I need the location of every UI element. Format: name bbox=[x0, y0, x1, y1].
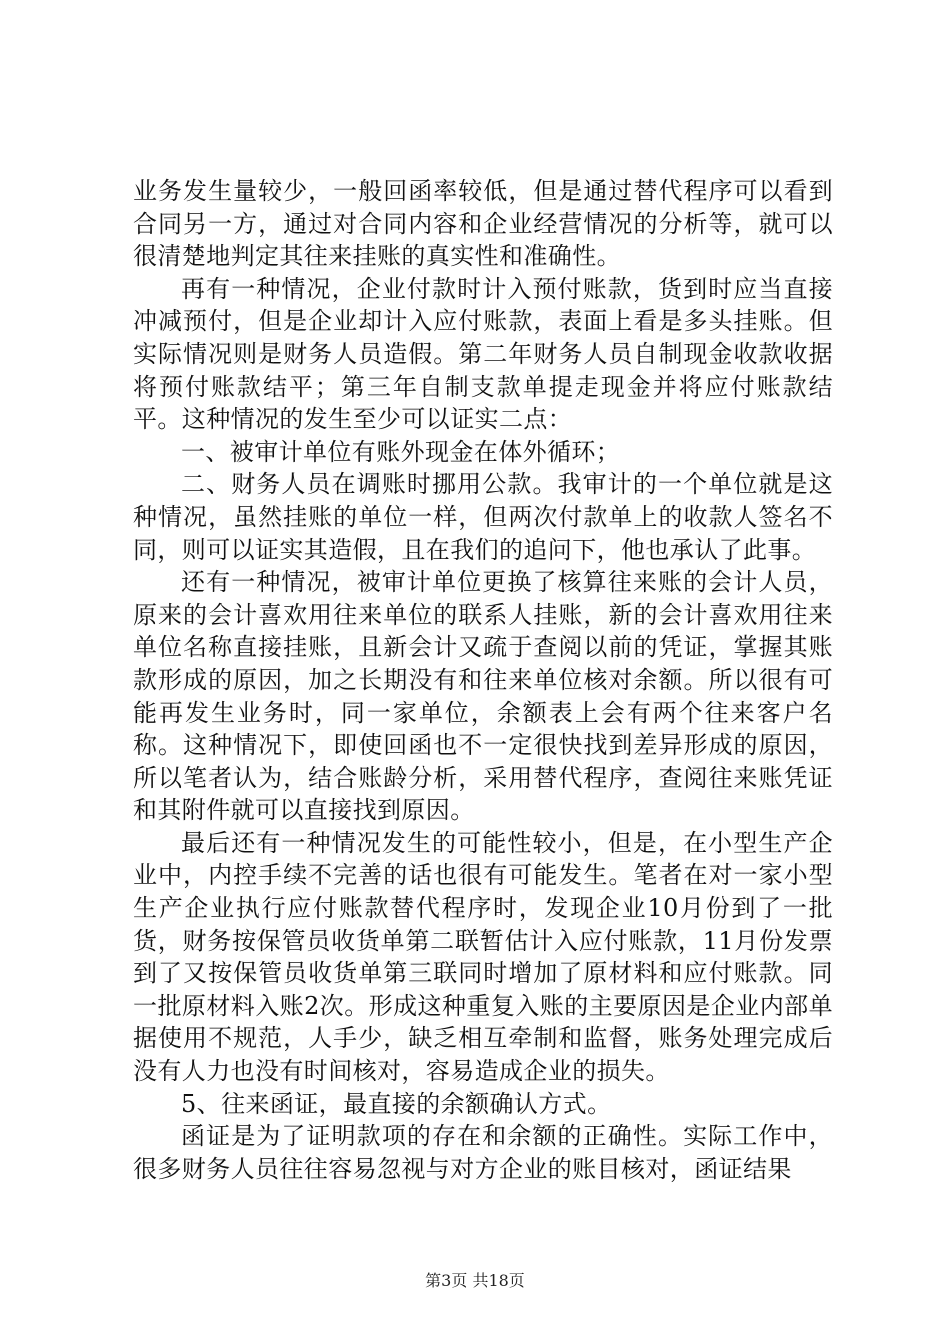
paragraph-4: 二、财务人员在调账时挪用公款。我审计的一个单位就是这种情况，虽然挂账的单位一样，但两次付款单上的收款人签名不同，则可以证实其造假，且在我们的追问下，他也承认了此事。 bbox=[133, 470, 833, 564]
paragraph-2: 再有一种情况，企业付款时计入预付账款，货到时应当直接冲减预付，但是企业却计入应付账款，表面上看是多头挂账。但实际情况则是财务人员造假。第二年财务人员自制现金收款收据将预付账款结平；第三年自制支款单提走现金并将应付账款结平。这种情况的发生至少可以证实二点： bbox=[133, 274, 833, 434]
paragraph-6: 最后还有一种情况发生的可能性较小，但是，在小型生产企业中，内控手续不完善的话也很有可能发生。笔者在对一家小型生产企业执行应付账款替代程序时，发现企业10月份到了一批货，财务按保管员收货单第二联暂估计入应付账款，11月份发票到了又按保管员收货单第三联同时增加了原材料和应付账款。同一批原材料入账2次。形成这种重复入账的主要原因是企业内部单据使用不规范，人手少，缺乏相互牵制和监督，账务处理完成后没有人力也没有时间核对，容易造成企业的损失。 bbox=[133, 828, 833, 1086]
paragraph-3: 一、被审计单位有账外现金在体外循环； bbox=[181, 437, 621, 466]
page-footer bbox=[0, 1271, 950, 1291]
paragraph-1: 业务发生量较少，一般回函率较低，但是通过替代程序可以看到合同另一方，通过对合同内容和企业经营情况的分析等，就可以很清楚地判定其往来挂账的真实性和准确性。 bbox=[133, 177, 833, 271]
document-body bbox=[133, 175, 833, 1185]
paragraph-5: 还有一种情况，被审计单位更换了核算往来账的会计人员，原来的会计喜欢用往来单位的联系人挂账，新的会计喜欢用往来单位名称直接挂账，且新会计又疏于查阅以前的凭证，掌握其账款形成的原因，加之长期没有和往来单位核对余额。所以很有可能再发生业务时，同一家单位，余额表上会有两个往来客户名称。这种情况下，即使回函也不一定很快找到差异形成的原因，所以笔者认为，结合账龄分析，采用替代程序，查阅往来账凭证和其附件就可以直接找到原因。 bbox=[133, 568, 833, 825]
paragraph-8: 函证是为了证明款项的存在和余额的正确性。实际工作中，很多财务人员往往容易忽视与对方企业的账目核对，函证结果 bbox=[133, 1122, 833, 1183]
section-heading-5: 5、往来函证，最直接的余额确认方式。 bbox=[181, 1089, 612, 1118]
page-number-label: 第3页 共18页 bbox=[425, 1271, 525, 1290]
